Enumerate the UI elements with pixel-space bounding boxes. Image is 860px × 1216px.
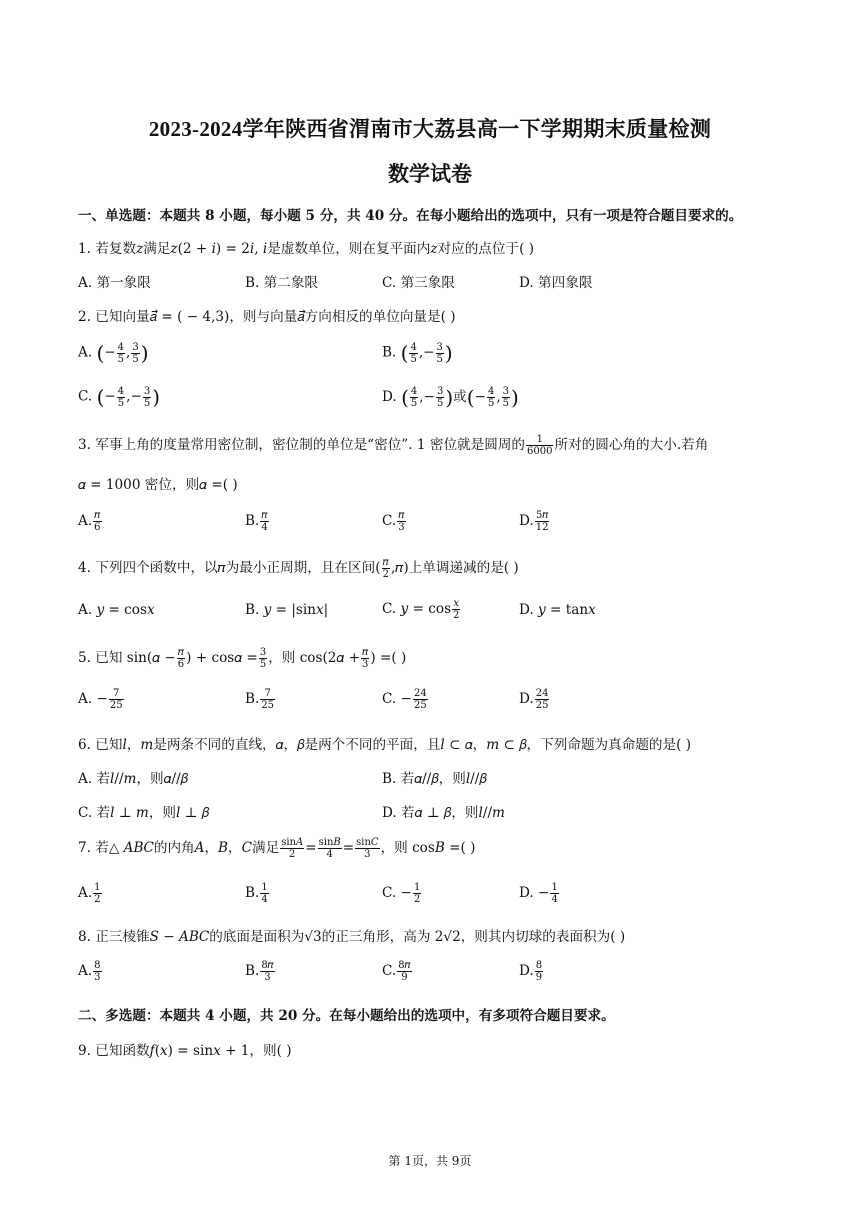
frac-num: 8 — [94, 960, 101, 971]
frac-num: 𝜋 — [382, 557, 389, 568]
frac-num: 3 — [259, 647, 267, 658]
q7-b-label: B. — [245, 885, 260, 901]
q6-option-b: B. 若𝛼//𝛽，则𝑙//𝛽 — [382, 771, 487, 787]
q8-option-c — [382, 960, 413, 983]
frac-num: 4 — [410, 386, 418, 397]
exam-subtitle: 数学试卷 — [388, 162, 472, 186]
q6-option-d: D. 若𝛼 ⊥ 𝛽，则𝑙//𝑚 — [382, 805, 505, 821]
q4-text-b: 上单调递减的是( ) — [408, 560, 519, 576]
frac-den: 3 — [364, 849, 371, 860]
frac-den: 5 — [143, 397, 151, 409]
q5-option-d — [519, 688, 550, 711]
frac-num: 3 — [436, 386, 444, 397]
q2-c-label: C. — [78, 388, 93, 405]
page-footer: 第 1页，共 9页 — [388, 1154, 472, 1168]
q2-option-a: A. (− $\frac{4}{5}$ , $\frac{3}{5}$ ) — [78, 341, 149, 365]
frac-num: 8 — [535, 960, 543, 971]
frac-den: 5 — [117, 397, 125, 409]
frac-den: 3 — [264, 972, 271, 983]
q7-option-b — [245, 882, 270, 905]
frac-den: 25 — [413, 700, 427, 711]
q5-option-a — [78, 688, 125, 711]
q6-option-c: C. 若𝑙 ⊥ 𝑚，则𝑙 ⊥ 𝛽 — [78, 805, 210, 821]
q3-text-a: 3. 军事上角的度量常用密位制，密位制的单位是“密位”. 1 密位就是圆周的 — [78, 437, 526, 453]
q1-option-c: C. 第三象限 — [382, 275, 455, 291]
q5-option-c — [382, 688, 429, 711]
frac-den: 4 — [261, 894, 268, 905]
frac-den: 5 — [410, 353, 417, 365]
frac-den: 2 — [382, 569, 389, 580]
question-2-stem: 2. 已知向量𝑎⃗ = ( − 4,3)，则与向量𝑎⃗方向相反的单位向量是( ) — [78, 309, 456, 325]
eq-sign: = — [305, 840, 317, 856]
q8-c-label: C. — [382, 963, 397, 979]
frac-den: 12 — [535, 522, 549, 533]
q7-option-d — [519, 882, 560, 905]
frac-num: 7 — [260, 688, 275, 700]
q3-b-label: B. — [245, 513, 260, 529]
frac-num: 1 — [526, 434, 553, 446]
frac-den: 6 — [94, 522, 101, 533]
frac-num: sin𝐴 — [281, 837, 304, 848]
q8-a-label: A. — [78, 963, 93, 979]
or-text: 或 — [453, 389, 467, 405]
frac-num: 𝑥 — [453, 598, 460, 609]
q8-option-a — [78, 960, 103, 983]
question-6-stem: 6. 已知𝑙，𝑚是两条不同的直线，𝛼，𝛽是两个不同的平面，且𝑙 ⊂ 𝛼，𝑚 ⊂ 𝛽，下列命题为真命题的是( ) — [78, 737, 692, 753]
eq-sign: = — [342, 840, 355, 856]
q5-text-c: ，则 cos(2𝛼 + — [268, 650, 360, 666]
q2-a-label: A. — [78, 344, 93, 361]
frac-num: sin𝐵 — [318, 837, 341, 848]
question-3-stem-line2: 𝛼 = 1000 密位，则𝛼 =( ) — [78, 477, 238, 493]
frac-den: 2 — [413, 894, 421, 905]
frac-num: 𝜋 — [261, 510, 268, 521]
frac-den: 5 — [487, 398, 495, 409]
section-2-heading: 二、多选题：本题共 4 小题，共 20 分。在每小题给出的选项中，有多项符合题目要求。 — [78, 1008, 615, 1024]
frac-num: 4 — [117, 385, 125, 397]
frac-num: 1 — [94, 882, 101, 893]
q3-option-c — [382, 510, 407, 533]
q5-text-d: ) =( ) — [370, 650, 407, 666]
exam-title: 2023-2024学年陕西省渭南市大荔县高一下学期期末质量检测 — [148, 117, 712, 141]
question-3-stem-line1 — [78, 433, 708, 457]
frac-den: 2 — [453, 610, 460, 621]
q7-option-c — [382, 882, 422, 905]
frac-den: 2 — [94, 894, 101, 905]
frac-num: 5𝜋 — [535, 510, 549, 521]
frac-den: 5 — [502, 398, 510, 409]
pi-symbol: 𝜋 — [395, 560, 404, 576]
q5-option-b — [245, 688, 276, 711]
question-5-stem — [78, 646, 406, 670]
frac-den: 5 — [436, 398, 444, 409]
q5-a-label: A. − — [78, 691, 108, 707]
q1-option-a: A. 第一象限 — [78, 275, 151, 291]
q5-d-label: D. — [519, 691, 534, 707]
q3-text-b: 所对的圆心角的大小.若角 — [554, 437, 709, 453]
q4-option-b: B. 𝑦 = |sin𝑥| — [245, 602, 329, 618]
frac-den: 4 — [326, 849, 333, 860]
frac-num: 24 — [413, 688, 427, 699]
frac-num: 3 — [436, 341, 443, 353]
question-1-stem: 1. 若复数𝑧满足𝑧(2 + 𝑖) = 2𝑖, 𝑖是虚数单位，则在复平面内𝑧对应的点位于( ) — [78, 241, 535, 257]
q5-text-a: 5. 已知 sin(𝛼 − — [78, 650, 176, 666]
frac-den: 4 — [261, 522, 268, 533]
section-1-heading: 一、单选题：本题共 8 小题，每小题 5 分，共 40 分。在每小题给出的选项中，只有一项是符合题目要求的。 — [78, 208, 743, 224]
q7-c-label: C. − — [382, 885, 412, 901]
frac-num: 8𝜋 — [398, 960, 411, 971]
frac-num: sin𝐶 — [356, 837, 379, 848]
frac-den: 3 — [94, 972, 101, 983]
frac-den: 6000 — [527, 446, 553, 457]
q3-option-a — [78, 510, 103, 533]
frac-den: 6 — [177, 659, 185, 670]
frac-num: 3 — [132, 341, 139, 353]
frac-den: 5 — [259, 659, 267, 670]
q4-text-a: 4. 下列四个函数中，以𝜋为最小正周期，且在区间 — [78, 560, 376, 576]
q2-b-label: B. — [382, 344, 397, 361]
frac-den: 5 — [132, 353, 139, 365]
q4-c-label: C. 𝑦 = cos — [382, 601, 452, 617]
q7-d-label: D. − — [519, 885, 550, 901]
q3-c-label: C. — [382, 513, 397, 529]
frac-den: 3 — [362, 659, 369, 670]
frac-num: 𝜋 — [398, 510, 405, 521]
frac-den: 25 — [109, 700, 123, 711]
frac-num: 3 — [502, 386, 510, 397]
q3-d-label: D. — [519, 513, 534, 529]
frac-num: 𝜋 — [177, 647, 184, 658]
frac-num: 4 — [487, 386, 495, 397]
frac-num: 8𝜋 — [261, 960, 274, 971]
q3-option-d — [519, 510, 550, 533]
q5-c-label: C. − — [382, 691, 412, 707]
question-9-stem: 9. 已知函数𝑓(𝑥) = sin𝑥 + 1，则( ) — [78, 1043, 292, 1059]
frac-num: 7 — [109, 688, 124, 700]
frac-num: 1 — [261, 882, 268, 893]
q5-b-label: B. — [245, 691, 260, 707]
q8-d-label: D. — [519, 963, 534, 979]
q3-a-label: A. — [78, 513, 93, 529]
q4-option-d: D. 𝑦 = tan𝑥 — [519, 602, 596, 618]
q7-a-label: A. — [78, 885, 93, 901]
frac-den: 9 — [535, 972, 543, 983]
frac-num: 𝜋 — [94, 510, 101, 521]
q7-text-d: ，则 cos𝐵 =( ) — [380, 840, 476, 856]
frac-num: 4 — [410, 341, 417, 353]
q2-option-b: B. ( $\frac{4}{5}$ ,− $\frac{3}{5}$ ) — [382, 341, 453, 365]
question-8-stem: 8. 正三棱锥𝑆 − 𝐴𝐵𝐶的底面是面积为√3的正三角形，高为 2√2，则其内切球的表面积为( ) — [78, 929, 626, 945]
frac-den: 5 — [117, 353, 125, 365]
q2-option-c: C. (− $\frac{4}{5}$ ,− $\frac{3}{5}$ ) — [78, 385, 161, 409]
q2-option-d: D. ( $\frac{4}{5}$ ,− $\frac{3}{5}$ )或(− $\frac{4}{5}$ , $\frac{3}{5}$ ) — [382, 385, 519, 410]
question-7-stem — [78, 836, 475, 860]
frac-den: 5 — [410, 398, 418, 409]
q1-option-d: D. 第四象限 — [519, 275, 593, 291]
frac-num: 24 — [535, 688, 549, 699]
q7-text-a: 7. 若△ 𝐴𝐵𝐶的内角𝐴，𝐵，𝐶满足 — [78, 840, 280, 856]
q8-option-d — [519, 960, 544, 983]
frac-den: 3 — [398, 522, 405, 533]
q4-option-c — [382, 598, 461, 621]
frac-num: 𝜋 — [362, 647, 369, 658]
q3-option-b — [245, 510, 270, 533]
frac-den: 9 — [401, 972, 408, 983]
q5-text-b: ) + cos𝛼 = — [186, 650, 258, 666]
frac-num: 3 — [143, 385, 151, 397]
frac-den: 2 — [289, 849, 296, 860]
q4-option-a: A. 𝑦 = cos𝑥 — [78, 602, 155, 618]
frac-den: 25 — [261, 700, 275, 711]
q2-d-label: D. — [382, 389, 397, 405]
frac-den: 4 — [551, 894, 558, 905]
q8-b-label: B. — [245, 963, 260, 979]
q7-option-a — [78, 882, 103, 905]
q6-option-a: A. 若𝑙//𝑚，则𝛼//𝛽 — [78, 771, 189, 787]
frac-num: 4 — [117, 341, 125, 353]
frac-num: 1 — [413, 882, 421, 893]
frac-num: 1 — [551, 882, 558, 893]
q1-option-b: B. 第二象限 — [245, 275, 319, 291]
q8-option-b — [245, 960, 276, 983]
frac-den: 5 — [436, 353, 443, 365]
frac-den: 25 — [535, 700, 549, 711]
question-4-stem: 4. 下列四个函数中，以𝜋为最小正周期，且在区间( $\frac{\text{𝜋}}{2}$ ,𝜋)上单调递减的是( ) — [78, 557, 519, 580]
